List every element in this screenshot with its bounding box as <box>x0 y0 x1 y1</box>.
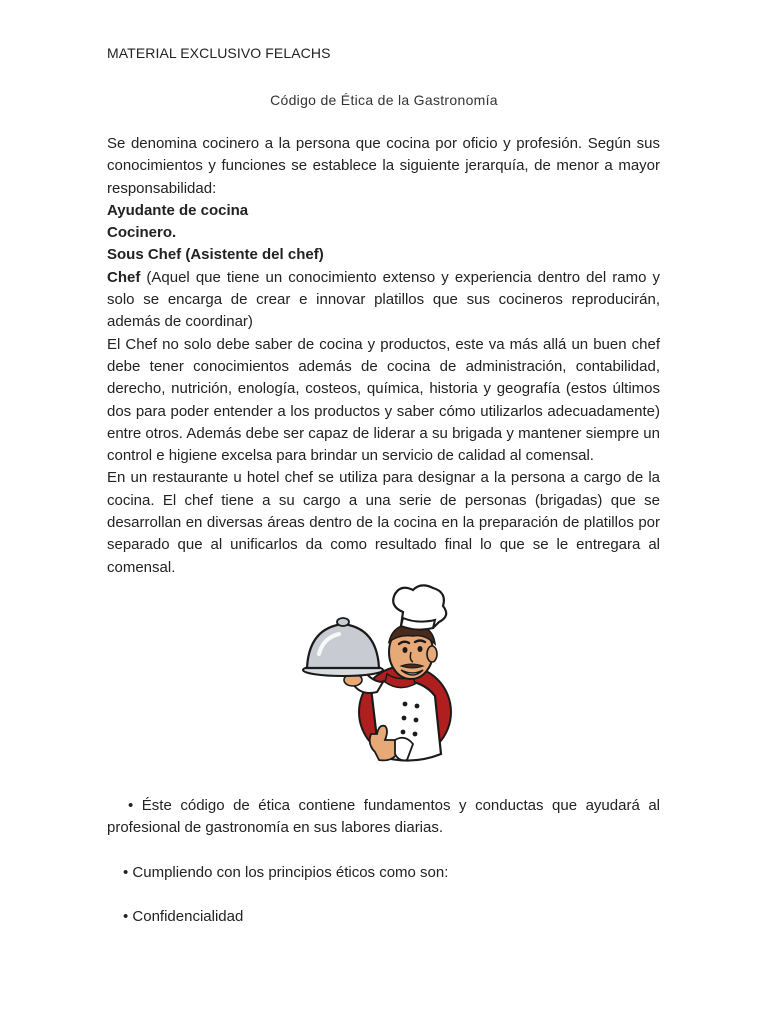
header-text: MATERIAL EXCLUSIVO FELACHS <box>107 45 331 61</box>
intro-paragraph: Se denomina cocinero a la persona que cocina por oficio y profesión. Según sus conocimientos y funciones se establece la siguiente jerarquía, de menor a mayor responsabilidad: <box>107 135 660 197</box>
hierarchy-item-chef <box>107 267 660 334</box>
chef-role-paragraph: En un restaurante u hotel chef se utiliza para designar a la persona a cargo de la cocina. El chef tiene a su cargo a una serie de personas (brigadas) que se desarrollan en diversas áreas dentro de la cocina en la preparación de platillos por separado que al unificarlos da como resultado final lo que se le entregara al comensal. <box>107 469 660 576</box>
chef-knowledge-paragraph: El Chef no solo debe saber de cocina y productos, este va más allá un buen chef debe tener conocimientos además de cocina de administración, contabilidad, derecho, nutrición, enología, costeos, química, historia y geografía (estos últimos dos para poder entender a los productos y saber cómo utilizarlos adecuadamente) entre otros. Además debe ser capaz de liderar a su brigada y mantener siempre un control e higiene excelsa para brindar un servicio de calidad al comensal. <box>107 335 660 465</box>
hierarchy-item-cocinero: Cocinero. <box>107 224 177 242</box>
document-body <box>107 133 660 579</box>
document-title: Código de Ética de la Gastronomía <box>270 92 498 108</box>
bullet-item-principios: • Cumpliendo con los principios éticos como son: <box>123 863 449 881</box>
hierarchy-item-ayudante: Ayudante de cocina <box>107 201 249 219</box>
bullet-list <box>107 795 660 928</box>
bullet-item-codigo: • Éste código de ética contiene fundamentos y conductas que ayudará al profesional de gastronomía en sus labores diarias. <box>107 797 660 837</box>
bullet-item-confidencialidad: • Confidencialidad <box>123 907 244 925</box>
chef-with-cloche-illustration <box>301 584 467 764</box>
hierarchy-item-sous-chef: Sous Chef (Asistente del chef) <box>107 246 324 264</box>
chef-description: (Aquel que tiene un conocimiento extenso y experiencia dentro del ramo y solo se encarga de crear e innovar platillos que sus cocineros reproducirán, además de coordinar) <box>107 268 660 331</box>
chef-label: Chef <box>107 268 141 286</box>
